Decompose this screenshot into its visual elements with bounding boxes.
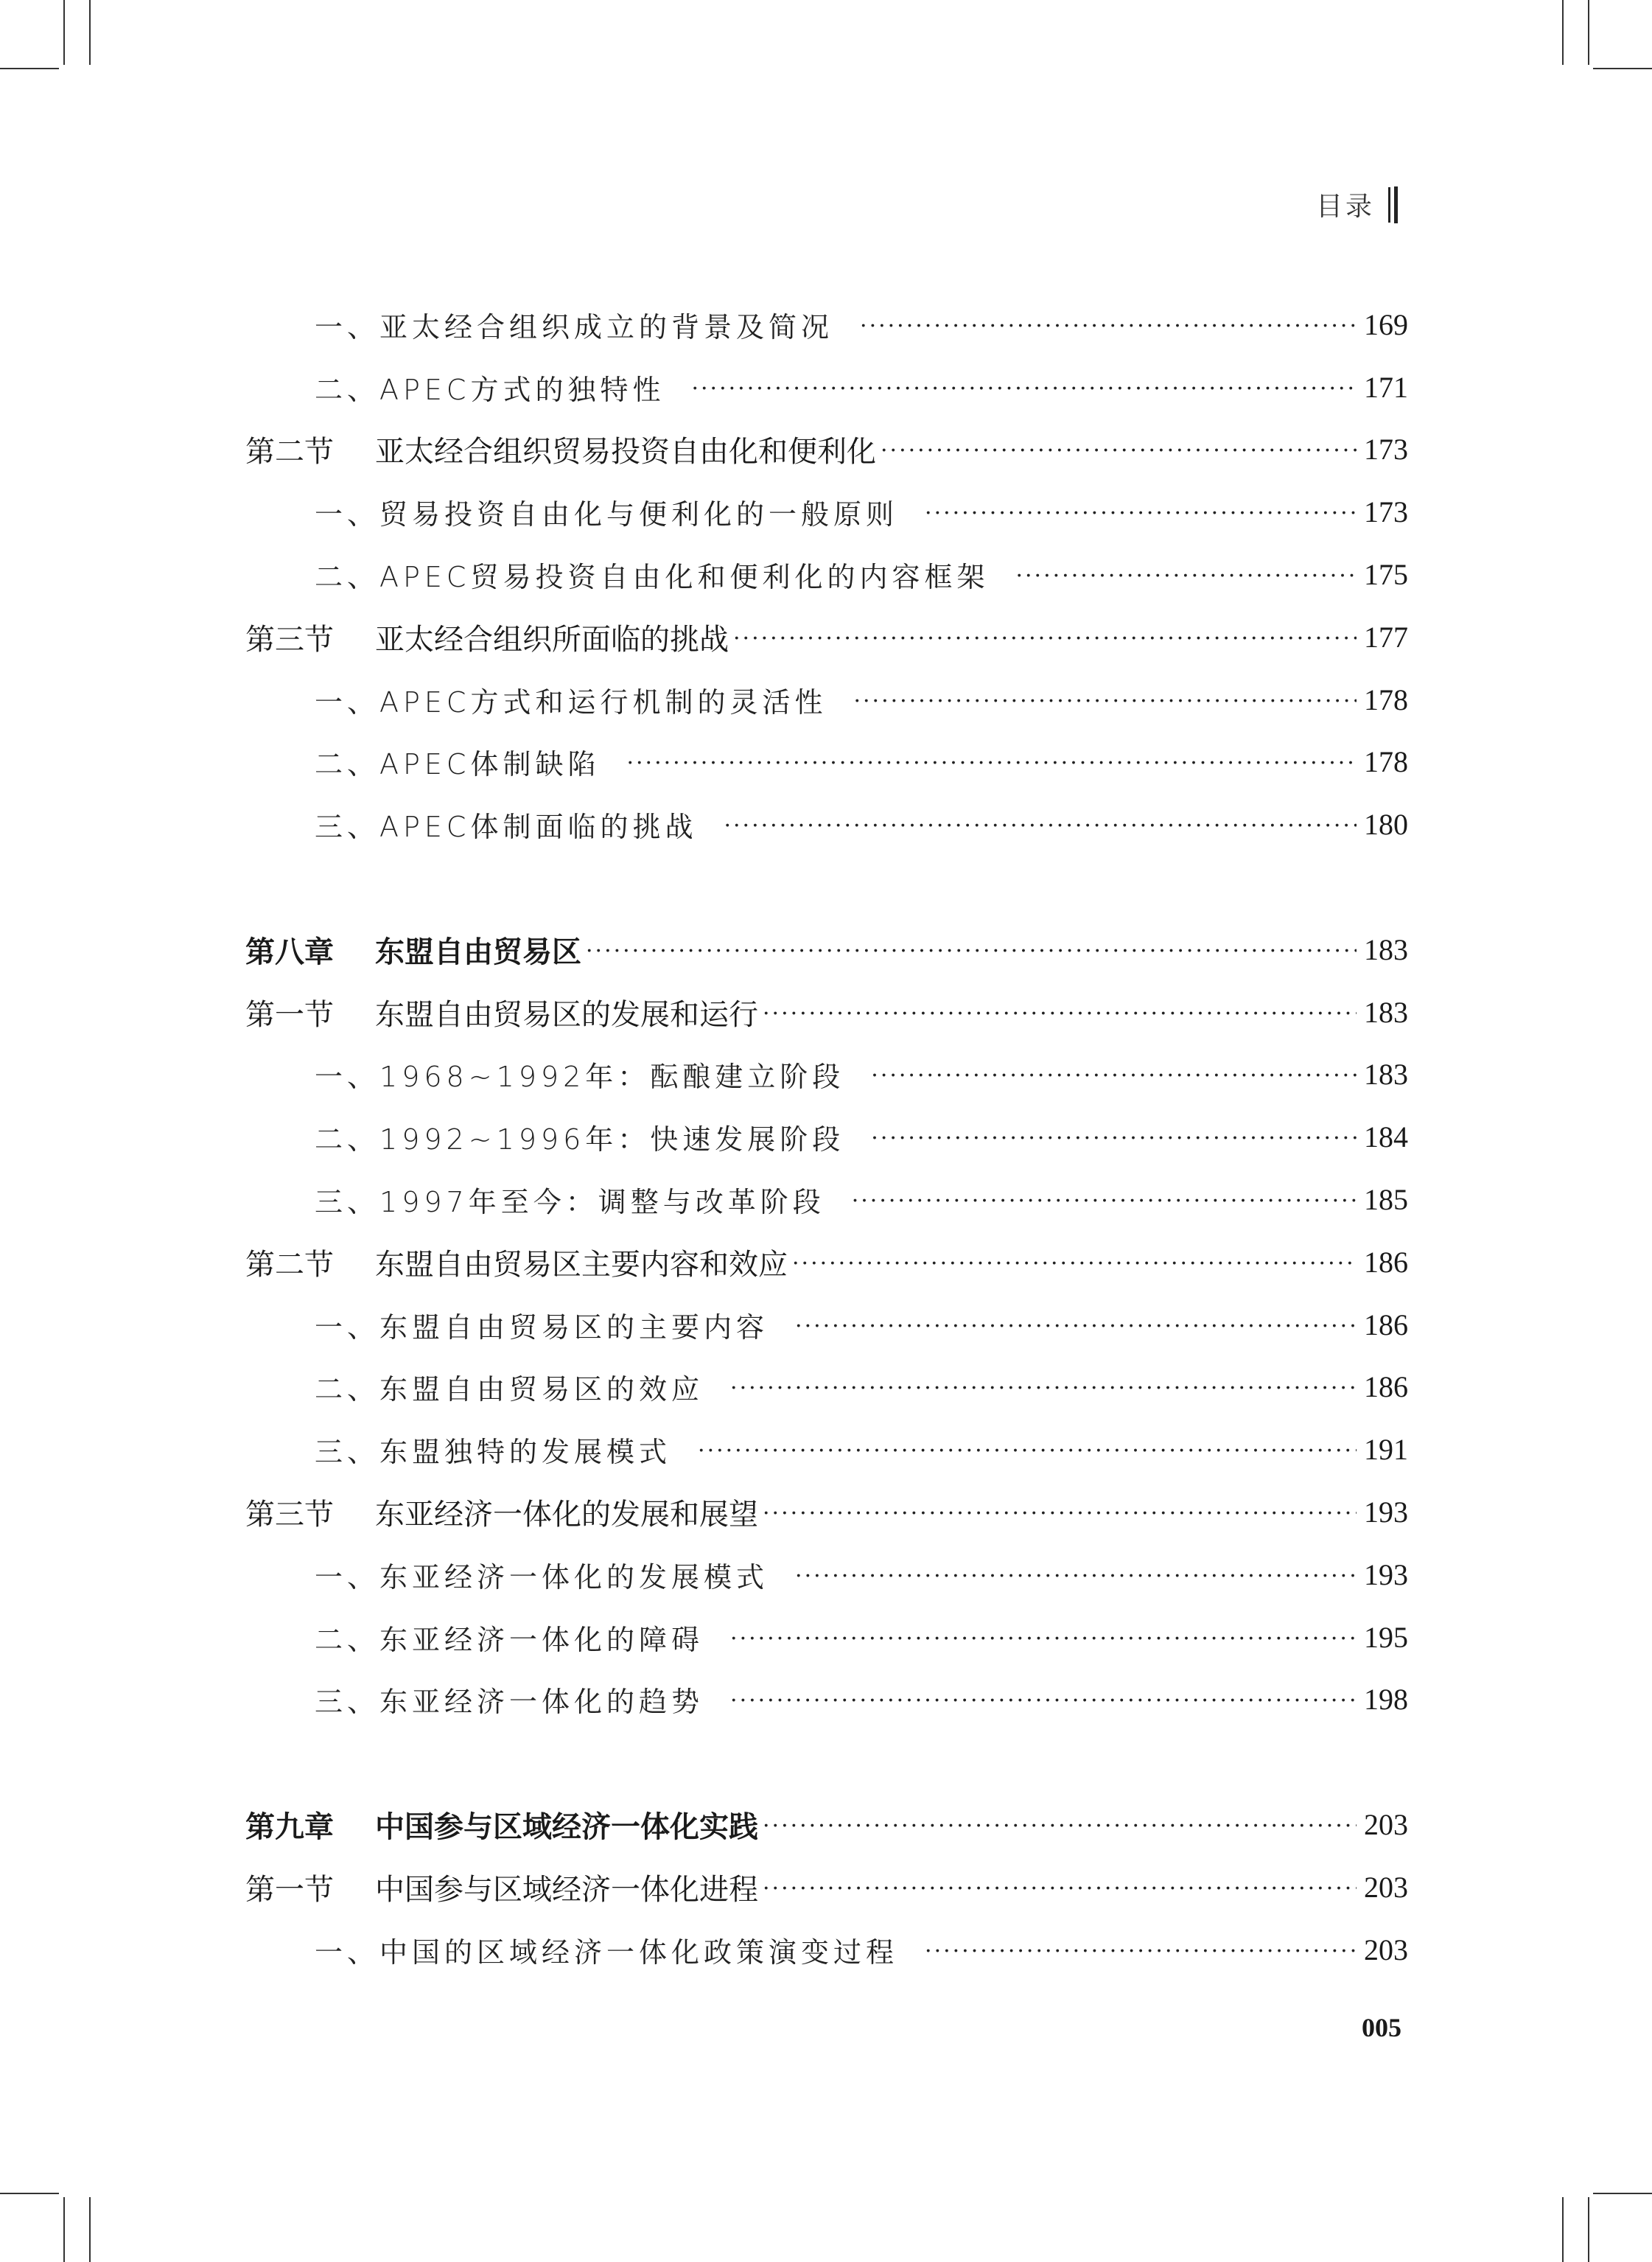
entry-label: [315, 367, 665, 408]
entry-label: [315, 1554, 769, 1595]
dot-leader: [920, 500, 1357, 526]
table-of-contents: [245, 293, 1408, 2043]
entry-label: [315, 1429, 671, 1470]
entry-title: 亚太经合组织所面临的挑战: [375, 622, 729, 657]
chapter-entry[interactable]: [245, 918, 1408, 981]
section-entry[interactable]: [245, 606, 1408, 669]
entry-title: APEC贸易投资自由化和便利化的内容框架: [379, 561, 990, 594]
toc-group: [245, 918, 1408, 1731]
entry-label: [315, 1679, 704, 1720]
subsection-entry[interactable]: [245, 793, 1408, 856]
entry-prefix: 一、: [315, 1061, 380, 1094]
entry-label: [315, 1179, 825, 1220]
entry-label: [245, 428, 876, 470]
entry-page-number: 171: [1364, 370, 1408, 404]
crop-mark: [63, 0, 65, 65]
dot-leader: [729, 626, 1357, 652]
running-header-title: 目录: [1315, 192, 1375, 222]
dot-leader: [788, 1251, 1357, 1277]
entry-title: 1992~1996年：快速发展阶段: [379, 1123, 845, 1156]
chapter-entry[interactable]: [245, 1793, 1408, 1856]
entry-title: 东盟自由贸易区主要内容和效应: [375, 1247, 788, 1282]
entry-prefix: 二、: [315, 1123, 380, 1156]
dot-leader: [855, 313, 1357, 339]
dot-leader: [876, 438, 1357, 464]
entry-prefix: 二、: [315, 561, 380, 594]
crop-mark: [1588, 2197, 1589, 2262]
entry-prefix: 一、: [315, 1935, 380, 1969]
entry-prefix: 一、: [315, 685, 380, 719]
entry-title: 亚太经合组织成立的背景及简况: [379, 310, 834, 343]
entry-prefix: 一、: [315, 310, 380, 343]
entry-label: [245, 1241, 788, 1283]
crop-mark: [1562, 0, 1564, 65]
crop-mark: [0, 2193, 59, 2194]
dot-leader: [920, 1938, 1357, 1964]
dot-leader: [867, 1125, 1357, 1151]
entry-label: [315, 1366, 704, 1407]
entry-page-number: 203: [1364, 1808, 1408, 1842]
entry-title: 中国参与区域经济一体化实践: [375, 1809, 758, 1845]
dot-leader: [726, 1626, 1357, 1652]
entry-prefix: 二、: [315, 748, 380, 781]
crop-mark: [89, 2197, 91, 2262]
entry-title: APEC方式的独特性: [379, 373, 665, 406]
dot-leader: [622, 750, 1357, 776]
subsection-entry[interactable]: [245, 543, 1408, 606]
subsection-entry[interactable]: [245, 1106, 1408, 1168]
crop-mark: [1593, 68, 1652, 69]
entry-title: APEC方式和运行机制的灵活性: [379, 685, 827, 719]
dot-leader: [719, 813, 1357, 839]
toc-group: [245, 1793, 1408, 1980]
subsection-entry[interactable]: [245, 1294, 1408, 1356]
subsection-entry[interactable]: [245, 481, 1408, 543]
entry-label: [315, 492, 898, 532]
section-entry[interactable]: [245, 1856, 1408, 1919]
subsection-entry[interactable]: [245, 1044, 1408, 1106]
entry-label: [245, 929, 581, 971]
entry-label: [315, 1617, 704, 1658]
entry-page-number: 203: [1364, 1933, 1408, 1966]
entry-page-number: 203: [1364, 1870, 1408, 1904]
entry-label: [315, 304, 833, 345]
entry-prefix: 第三节: [245, 622, 334, 656]
entry-page-number: 178: [1364, 745, 1408, 779]
entry-prefix: 第三节: [245, 1498, 334, 1532]
entry-page-number: 184: [1364, 1120, 1408, 1154]
crop-mark: [0, 68, 59, 69]
entry-label: [315, 1054, 844, 1095]
entry-prefix: 第八章: [245, 934, 334, 969]
entry-page-number: 185: [1364, 1183, 1408, 1217]
running-header: [1316, 186, 1398, 223]
subsection-entry[interactable]: [245, 1168, 1408, 1231]
entry-page-number: 193: [1364, 1557, 1408, 1591]
entry-label: [245, 1491, 758, 1533]
entry-page-number: 186: [1364, 1308, 1408, 1341]
entry-page-number: 193: [1364, 1495, 1408, 1529]
subsection-entry[interactable]: [245, 1919, 1408, 1981]
entry-prefix: 一、: [315, 1560, 380, 1593]
entry-title: 中国参与区域经济一体化进程: [375, 1872, 758, 1907]
section-entry[interactable]: [245, 981, 1408, 1044]
page-number: 005: [1362, 2013, 1401, 2042]
entry-prefix: 第九章: [245, 1809, 334, 1845]
subsection-entry[interactable]: [245, 1669, 1408, 1731]
section-entry[interactable]: [245, 1481, 1408, 1543]
entry-title: 1968~1992年：酝酿建立阶段: [379, 1061, 845, 1094]
entry-title: 贸易投资自由化与便利化的一般原则: [379, 498, 899, 531]
entry-title: 东亚经济一体化的发展和展望: [375, 1498, 758, 1532]
entry-page-number: 169: [1364, 307, 1408, 341]
crop-mark: [1588, 0, 1589, 65]
dot-leader: [867, 1063, 1357, 1089]
crop-mark: [63, 2197, 65, 2262]
toc-group: [245, 293, 1408, 856]
entry-prefix: 第一节: [245, 1872, 334, 1906]
dot-leader: [758, 1813, 1357, 1839]
subsection-entry[interactable]: [245, 1543, 1408, 1606]
entry-prefix: 三、: [315, 1436, 380, 1469]
subsection-entry[interactable]: [245, 293, 1408, 356]
entry-title: 东亚经济一体化的障碍: [379, 1623, 704, 1656]
dot-leader: [847, 1188, 1357, 1214]
subsection-entry[interactable]: [245, 1356, 1408, 1419]
entry-prefix: 一、: [315, 1310, 380, 1344]
entry-prefix: 二、: [315, 1373, 380, 1406]
entry-prefix: 二、: [315, 1623, 380, 1656]
entry-label: [245, 1804, 758, 1846]
subsection-entry[interactable]: [245, 1606, 1408, 1669]
dot-leader: [758, 1001, 1357, 1027]
entry-page-number: 183: [1364, 932, 1408, 966]
header-bar-ornament: [1394, 186, 1398, 223]
dot-leader: [693, 1438, 1357, 1464]
entry-prefix: 二、: [315, 373, 380, 406]
entry-label: [315, 1305, 769, 1345]
entry-title: APEC体制缺陷: [379, 748, 601, 781]
dot-leader: [687, 376, 1357, 402]
subsection-entry[interactable]: [245, 1418, 1408, 1481]
crop-mark: [1593, 2193, 1652, 2194]
dot-leader: [726, 1375, 1357, 1401]
entry-label: [315, 680, 827, 720]
entry-page-number: 180: [1364, 808, 1408, 842]
dot-leader: [758, 1501, 1357, 1526]
entry-label: [315, 804, 697, 845]
entry-title: 东亚经济一体化的发展模式: [379, 1560, 769, 1593]
crop-mark: [89, 0, 91, 65]
subsection-entry[interactable]: [245, 731, 1408, 794]
entry-page-number: 198: [1364, 1683, 1408, 1717]
subsection-entry[interactable]: [245, 356, 1408, 419]
entry-page-number: 195: [1364, 1620, 1408, 1654]
entry-title: 东盟自由贸易区的效应: [379, 1373, 704, 1406]
entry-title: 东盟自由贸易区的主要内容: [379, 1310, 769, 1344]
entry-page-number: 173: [1364, 495, 1408, 529]
entry-prefix: 第二节: [245, 1247, 334, 1281]
entry-prefix: 三、: [315, 1186, 380, 1219]
entry-prefix: 三、: [315, 1686, 380, 1719]
entry-title: 东亚经济一体化的趋势: [379, 1686, 704, 1719]
entry-page-number: 178: [1364, 683, 1408, 716]
dot-leader: [849, 688, 1357, 714]
entry-prefix: 一、: [315, 498, 380, 531]
entry-label: [245, 616, 729, 658]
entry-page-number: 175: [1364, 558, 1408, 592]
entry-label: [245, 1866, 758, 1908]
entry-page-number: 173: [1364, 433, 1408, 467]
entry-title: APEC体制面临的挑战: [379, 811, 698, 844]
entry-title: 东盟自由贸易区: [375, 934, 581, 969]
dot-leader: [791, 1563, 1357, 1589]
entry-prefix: 三、: [315, 811, 380, 844]
entry-prefix: 第二节: [245, 435, 334, 469]
section-entry[interactable]: [245, 1231, 1408, 1294]
section-entry[interactable]: [245, 419, 1408, 481]
entry-title: 中国的区域经济一体化政策演变过程: [379, 1935, 899, 1969]
entry-page-number: 191: [1364, 1433, 1408, 1467]
entry-page-number: 186: [1364, 1245, 1408, 1279]
crop-mark: [1562, 2197, 1564, 2262]
entry-page-number: 183: [1364, 995, 1408, 1029]
entry-page-number: 183: [1364, 1058, 1408, 1092]
dot-leader: [726, 1688, 1357, 1714]
dot-leader: [791, 1313, 1357, 1339]
dot-leader: [1011, 563, 1357, 589]
entry-title: 东盟独特的发展模式: [379, 1436, 672, 1469]
dot-leader: [581, 938, 1357, 964]
entry-label: [245, 991, 758, 1033]
entry-page-number: 177: [1364, 620, 1408, 654]
dot-leader: [758, 1876, 1357, 1902]
entry-page-number: 186: [1364, 1370, 1408, 1404]
entry-label: [315, 1117, 844, 1157]
entry-title: 亚太经合组织贸易投资自由化和便利化: [375, 435, 876, 469]
entry-title: 东盟自由贸易区的发展和运行: [375, 997, 758, 1032]
subsection-entry[interactable]: [245, 669, 1408, 731]
entry-label: [315, 1930, 898, 1970]
entry-title: 1997年至今：调整与改革阶段: [379, 1186, 825, 1219]
entry-prefix: 第一节: [245, 997, 334, 1031]
entry-label: [315, 554, 989, 595]
entry-label: [315, 741, 600, 782]
